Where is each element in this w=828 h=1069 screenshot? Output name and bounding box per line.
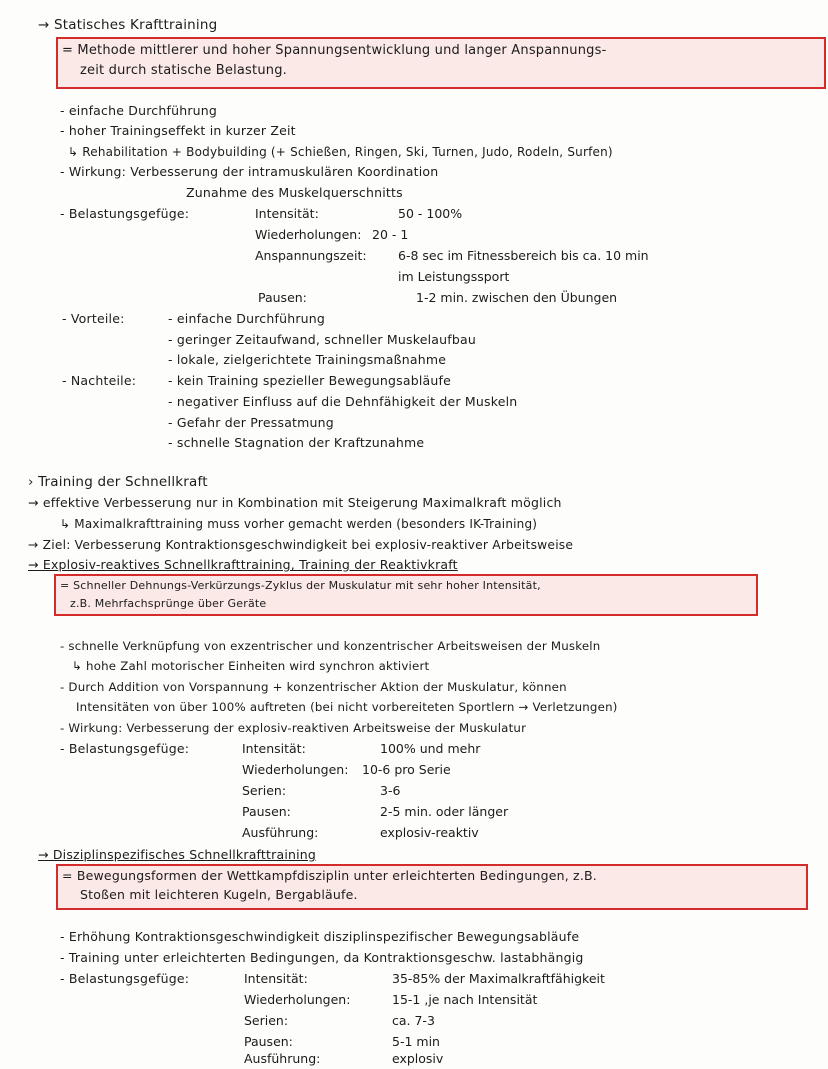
load-value: im Leistungssport xyxy=(398,269,510,284)
definition-box-statisch xyxy=(56,37,826,89)
bullet: - Durch Addition von Vorspannung + konzentrischer Aktion der Muskulatur, können xyxy=(60,680,567,694)
load-key: Ausführung: xyxy=(244,1051,321,1066)
bullet: → effektive Verbesserung nur in Kombination mit Steigerung Maximalkraft möglich xyxy=(28,495,562,510)
load-value: 10-6 pro Serie xyxy=(362,762,451,777)
bullet: - schnelle Verknüpfung von exzentrischer und konzentrischer Arbeitsweisen der Muskeln xyxy=(60,639,601,653)
load-value: 3-6 xyxy=(380,783,401,798)
section-title-schnellkraft: › Training der Schnellkraft xyxy=(28,474,208,490)
load-key: Intensität: xyxy=(244,971,308,986)
bullet: - Wirkung: Verbesserung der intramuskulären Koordination xyxy=(60,164,439,179)
section-title-disziplin: → Disziplinspezifisches Schnellkrafttraining xyxy=(38,847,317,862)
load-key: Intensität: xyxy=(255,206,319,221)
load-value: explosiv xyxy=(392,1051,444,1066)
load-value: 6-8 sec im Fitnessbereich bis ca. 10 min xyxy=(398,248,649,263)
load-value: 15-1 ,je nach Intensität xyxy=(392,992,538,1007)
bullet: ↳ Rehabilitation + Bodybuilding (+ Schießen, Ringen, Ski, Turnen, Judo, Rodeln, Surfen) xyxy=(68,145,613,159)
definition-line-2: z.B. Mehrfachsprünge über Geräte xyxy=(70,597,267,610)
load-value: 100% und mehr xyxy=(380,741,481,756)
load-key: Serien: xyxy=(244,1013,289,1028)
load-key: Pausen: xyxy=(242,804,291,819)
load-label: - Belastungsgefüge: xyxy=(60,741,190,756)
load-value: 1-2 min. zwischen den Übungen xyxy=(416,290,618,305)
pro-item: - lokale, zielgerichtete Trainingsmaßnahme xyxy=(168,352,447,367)
definition-box-disziplin xyxy=(56,864,808,910)
load-value: 5-1 min xyxy=(392,1034,440,1049)
load-key: Anspannungszeit: xyxy=(255,248,367,263)
definition-line-1: = Bewegungsformen der Wettkampfdisziplin unter erleichterten Bedingungen, z.B. xyxy=(62,868,597,883)
subsection-title-reaktiv: → Explosiv-reaktives Schnellkrafttraining, Training der Reaktivkraft xyxy=(28,557,458,572)
load-value: 20 - 1 xyxy=(372,227,409,242)
bullet: Zunahme des Muskelquerschnitts xyxy=(186,185,403,200)
definition-line-2: Stoßen mit leichteren Kugeln, Bergabläufe. xyxy=(80,887,358,902)
load-value: explosiv-reaktiv xyxy=(380,825,479,840)
con-item: - Gefahr der Pressatmung xyxy=(168,415,334,430)
load-label: - Belastungsgefüge: xyxy=(60,971,190,986)
bullet: - Training unter erleichterten Bedingungen, da Kontraktionsgeschw. lastabhängig xyxy=(60,950,584,965)
load-value: 35-85% der Maximalkraftfähigkeit xyxy=(392,971,605,986)
load-key: Wiederholungen: xyxy=(255,227,362,242)
bullet: - einfache Durchführung xyxy=(60,103,218,118)
con-item: - negativer Einfluss auf die Dehnfähigkeit der Muskeln xyxy=(168,394,518,409)
section-title-statisch: → Statisches Krafttraining xyxy=(38,17,218,33)
load-key: Wiederholungen: xyxy=(242,762,349,777)
load-key: Intensität: xyxy=(242,741,306,756)
load-key: Pausen: xyxy=(244,1034,293,1049)
bullet: ↳ Maximalkrafttraining muss vorher gemacht werden (besonders IK-Training) xyxy=(60,517,538,531)
definition-line-1: = Schneller Dehnungs-Verkürzungs-Zyklus der Muskulatur mit sehr hoher Intensität, xyxy=(60,579,541,592)
bullet: → Ziel: Verbesserung Kontraktionsgeschwindigkeit bei explosiv-reaktiver Arbeitsweise xyxy=(28,538,574,552)
cons-label: - Nachteile: xyxy=(62,373,137,388)
bullet: Intensitäten von über 100% auftreten (bei nicht vorbereiteten Sportlern → Verletzungen) xyxy=(76,700,618,714)
load-value: 2-5 min. oder länger xyxy=(380,804,509,819)
pros-label: - Vorteile: xyxy=(62,311,125,326)
pro-item: - einfache Durchführung xyxy=(168,311,326,326)
definition-box-reaktiv xyxy=(54,574,758,616)
definition-line-2: zeit durch statische Belastung. xyxy=(80,63,287,78)
load-key: Serien: xyxy=(242,783,287,798)
load-key: Pausen: xyxy=(258,290,307,305)
load-value: ca. 7-3 xyxy=(392,1013,435,1028)
load-label: - Belastungsgefüge: xyxy=(60,206,190,221)
bullet: - Wirkung: Verbesserung der explosiv-reaktiven Arbeitsweise der Muskulatur xyxy=(60,721,527,735)
bullet: - Erhöhung Kontraktionsgeschwindigkeit disziplinspezifischer Bewegungsabläufe xyxy=(60,929,580,944)
definition-line-1: = Methode mittlerer und hoher Spannungsentwicklung und langer Anspannungs- xyxy=(62,43,607,58)
bullet: - hoher Trainingseffekt in kurzer Zeit xyxy=(60,123,296,138)
load-key: Wiederholungen: xyxy=(244,992,351,1007)
pro-item: - geringer Zeitaufwand, schneller Muskelaufbau xyxy=(168,332,477,347)
bullet: ↳ hohe Zahl motorischer Einheiten wird synchron aktiviert xyxy=(72,659,430,673)
con-item: - schnelle Stagnation der Kraftzunahme xyxy=(168,435,425,450)
load-value: 50 - 100% xyxy=(398,206,463,221)
con-item: - kein Training spezieller Bewegungsabläufe xyxy=(168,373,451,388)
load-key: Ausführung: xyxy=(242,825,319,840)
